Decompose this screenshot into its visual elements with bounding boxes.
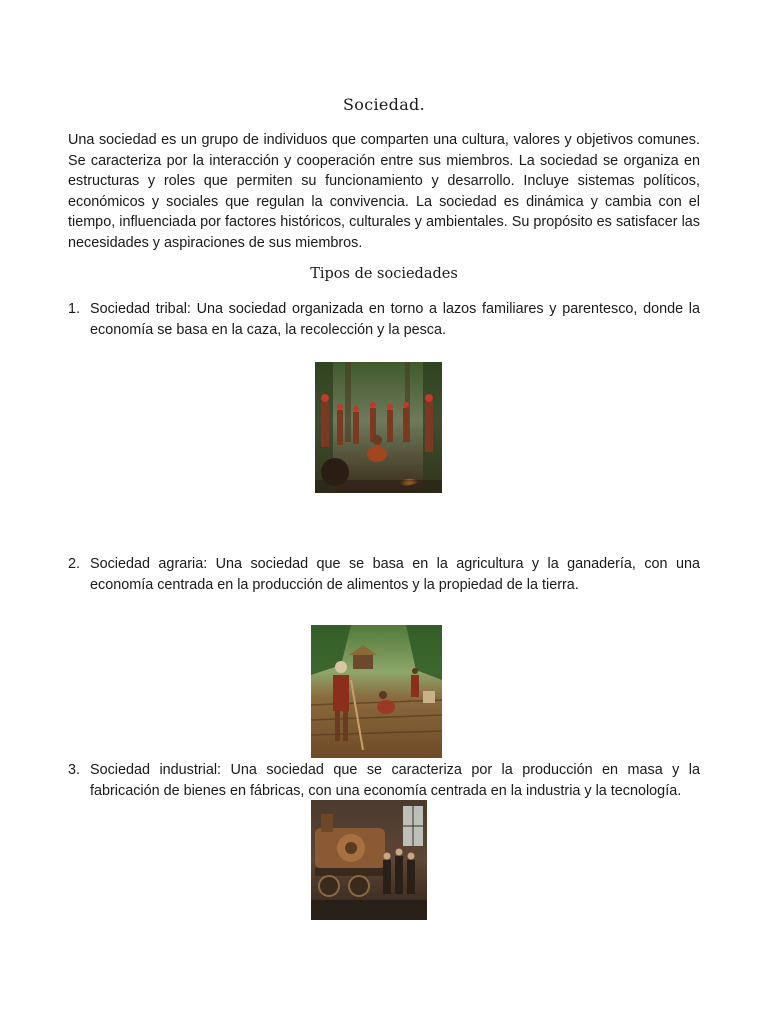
list-number: 3. (68, 762, 81, 778)
document-title: Sociedad. (343, 95, 425, 114)
list-number: 1. (68, 301, 81, 317)
list-text: Sociedad industrial: Una sociedad que se caracteriza por la producción en masa y la fabricación de bienes en fábricas, con una economía centrada en la industria y la tecnología. (90, 762, 700, 799)
tribal-campfire-photo (315, 362, 442, 493)
list-text: Sociedad agraria: Una sociedad que se basa en la agricultura y la ganadería, con una economía centrada en la producción de alimentos y la propiedad de la tierra. (90, 556, 700, 593)
list-item-agrarian (68, 554, 700, 595)
farming-field-photo (311, 625, 442, 758)
list-text: Sociedad tribal: Una sociedad organizada en torno a lazos familiares y parentesco, donde la economía se basa en la caza, la recolección y la pesca. (90, 301, 700, 338)
factory-locomotive-photo (311, 800, 427, 920)
list-number: 2. (68, 556, 81, 572)
intro-paragraph: Una sociedad es un grupo de individuos que comparten una cultura, valores y objetivos comunes. Se caracteriza por la interacción y cooperación entre sus miembros. La sociedad se organiza en estructuras y roles que permiten su funcionamiento y desarrollo. Incluye sistemas políticos, económicos y sociales que regulan la convivencia. La sociedad es dinámica y cambia con el tiempo, influenciada por factores históricos, culturales y ambientales. Su propósito es satisfacer las necesidades y aspiraciones de sus miembros. (68, 132, 700, 251)
list-item-tribal (68, 299, 700, 340)
section-subtitle: Tipos de sociedades (310, 266, 458, 282)
list-item-industrial (68, 760, 700, 801)
